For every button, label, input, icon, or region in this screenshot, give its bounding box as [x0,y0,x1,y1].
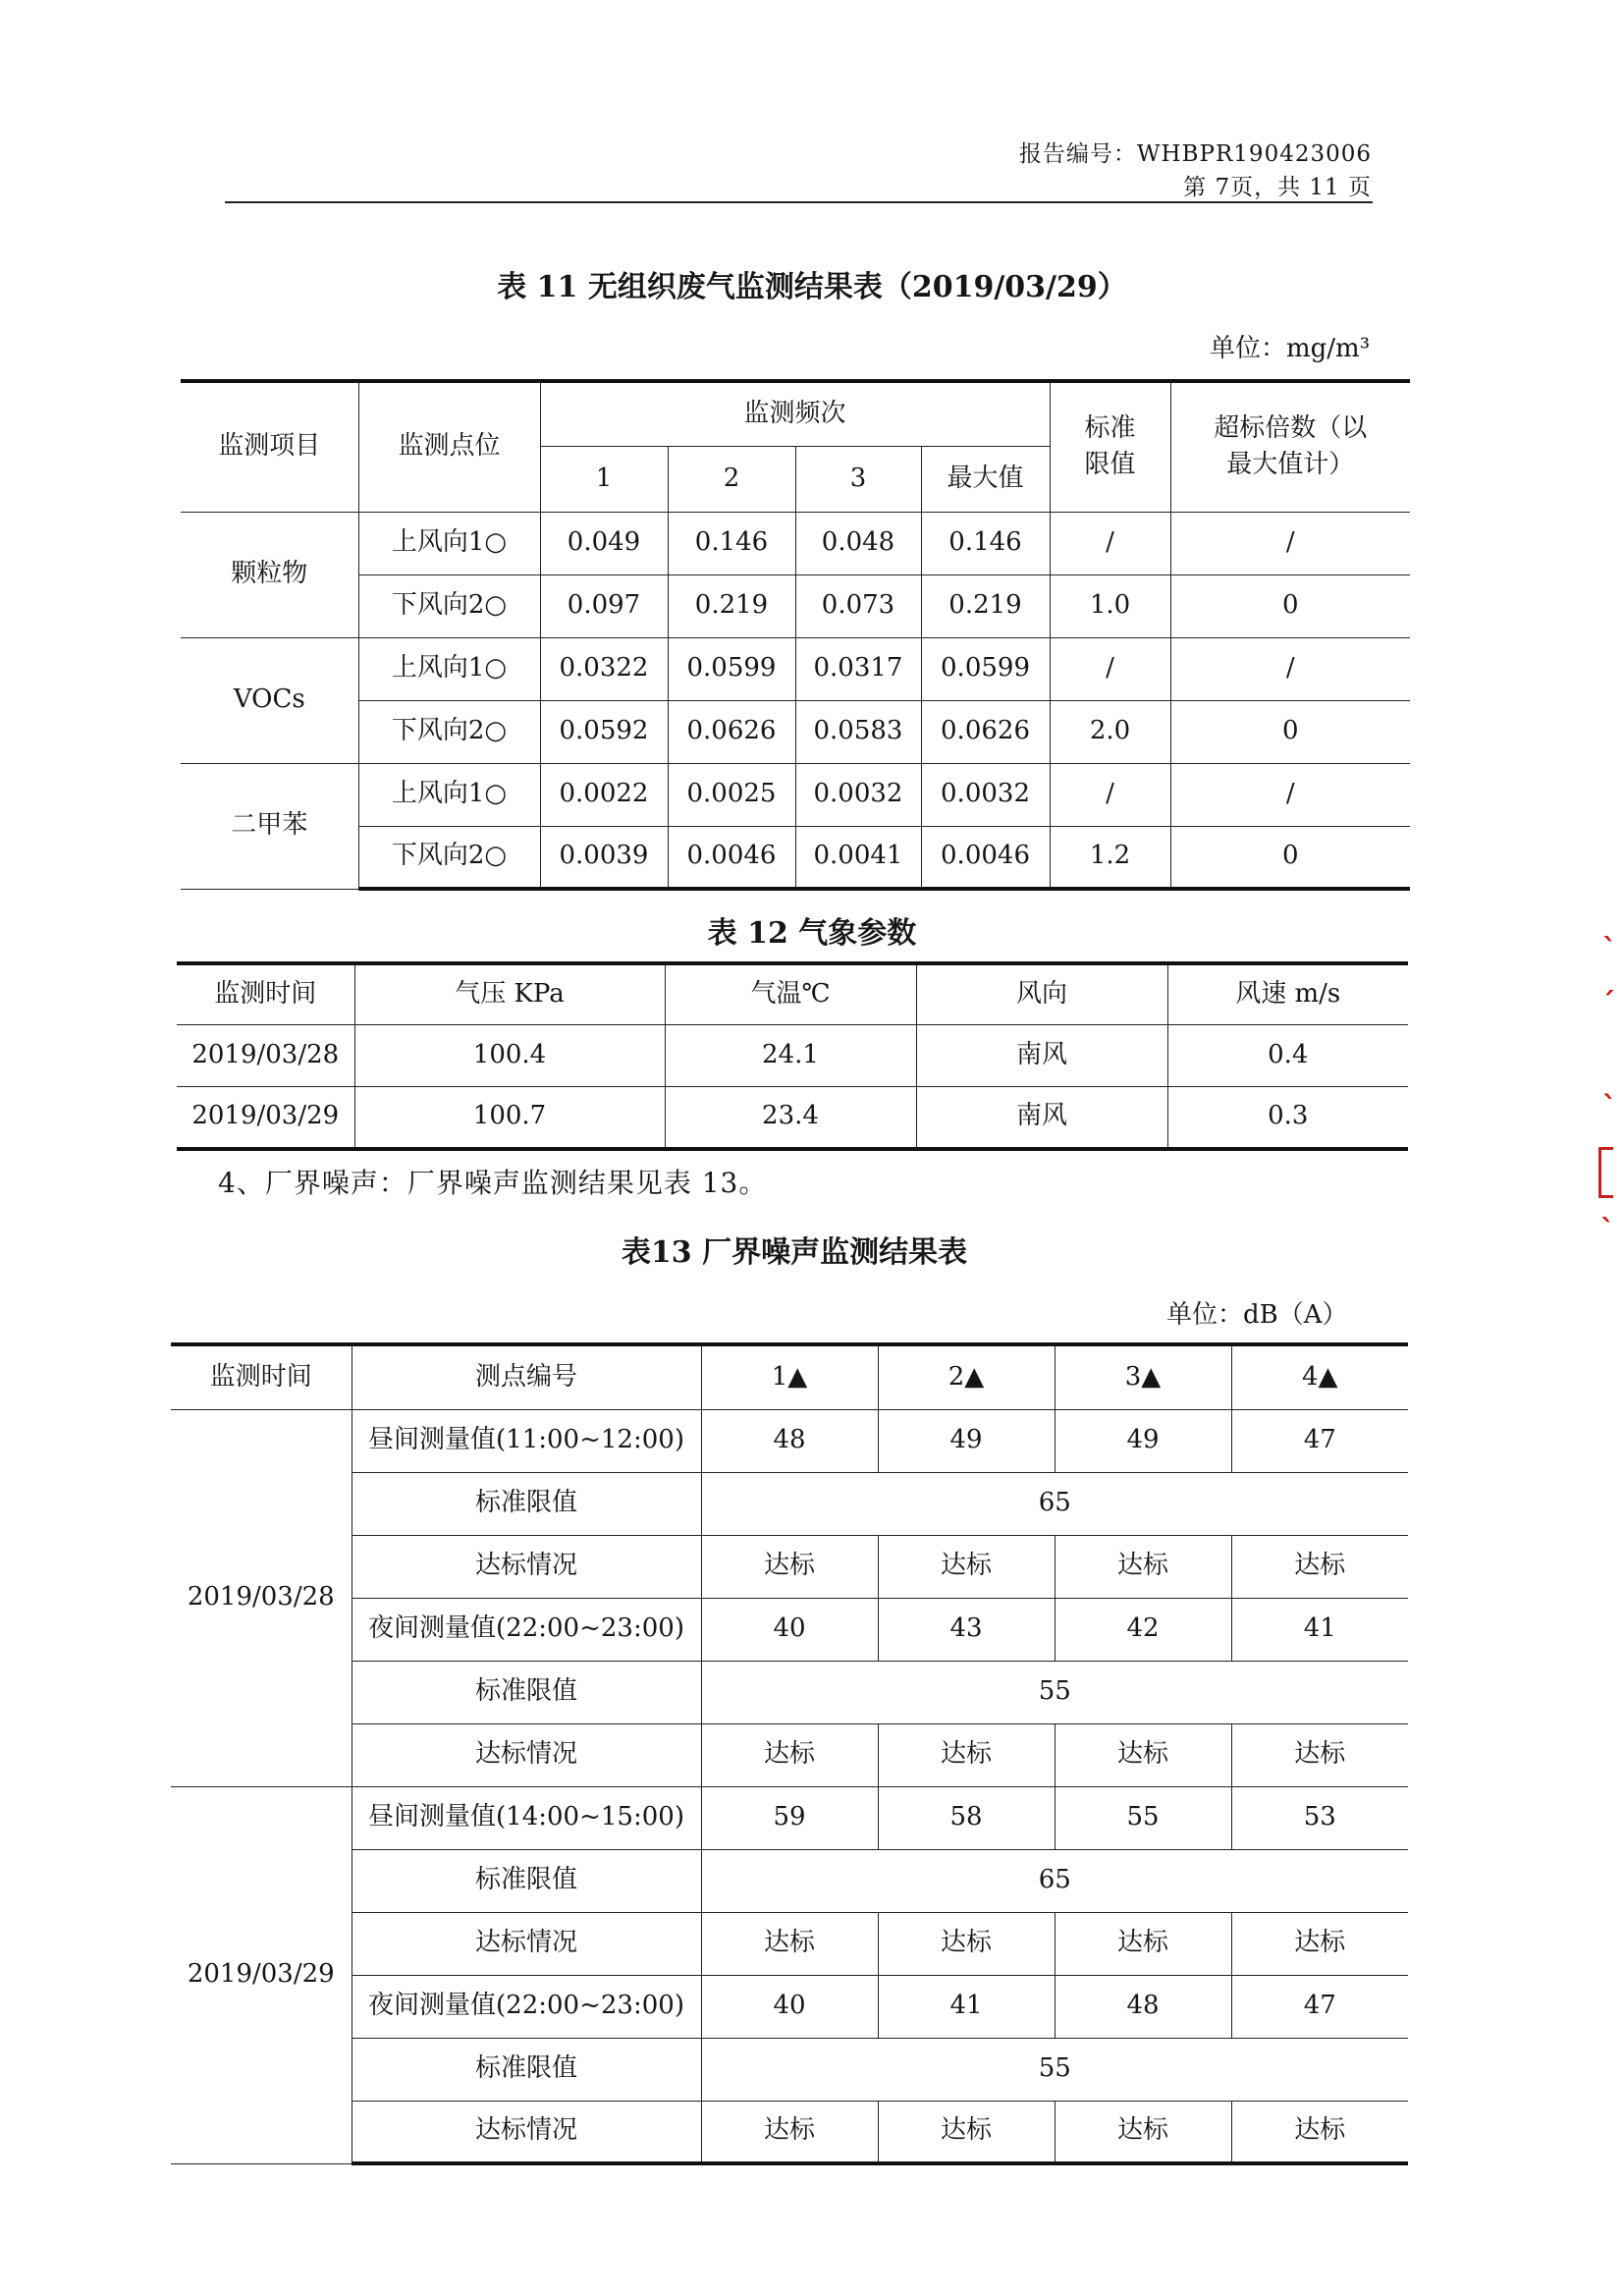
value-exceed: 0 [1170,826,1410,889]
night-limit-value: 55 [701,2038,1408,2101]
temp-cell: 24.1 [665,1024,916,1086]
value-2: 0.0025 [668,763,795,826]
day-value: 47 [1231,1409,1408,1472]
night-value: 48 [1055,1975,1231,2038]
value-max: 0.0032 [921,763,1050,826]
value-exceed: 0 [1170,574,1410,637]
monitoring-point: 下风向2○ [358,574,540,637]
pressure-cell: 100.7 [354,1086,665,1149]
night-measure-label: 夜间测量值(22:00~23:00) [352,1975,701,2038]
header-exceed: 超标倍数（以最大值计） [1170,381,1410,512]
header-max: 最大值 [921,446,1050,512]
seal-fragment: ˋ [1600,1214,1615,1248]
value-max: 0.0626 [921,700,1050,763]
night-value: 40 [701,1975,878,2038]
value-2: 0.219 [668,574,795,637]
night-value: 47 [1231,1975,1408,2038]
value-2: 0.0046 [668,826,795,889]
value-limit: 1.0 [1050,574,1170,637]
value-1: 0.097 [540,574,668,637]
value-max: 0.0046 [921,826,1050,889]
temp-cell: 23.4 [665,1086,916,1149]
header-point: 测点编号 [352,1344,701,1409]
day-value: 49 [878,1409,1055,1472]
wind-direction-cell: 南风 [916,1086,1167,1149]
value-1: 0.0022 [540,763,668,826]
monitoring-point: 下风向2○ [358,700,540,763]
value-3: 0.0041 [795,826,921,889]
value-limit: 1.2 [1050,826,1170,889]
header-rule [225,201,1373,203]
status-cell: 达标 [1055,1723,1231,1786]
table13-noise-results [171,1342,1408,2165]
table11-title: 表 11 无组织废气监测结果表（2019/03/29） [497,270,1127,304]
value-3: 0.0032 [795,763,921,826]
seal-fragment: ˊ [1600,987,1615,1021]
value-limit: / [1050,512,1170,574]
header-point: 监测点位 [358,381,540,512]
value-exceed: / [1170,637,1410,700]
status-cell: 达标 [878,1723,1055,1786]
pollutant-name: 颗粒物 [181,512,358,637]
header-freq-1: 1 [540,446,668,512]
header-wind-direction: 风向 [916,963,1167,1024]
status-cell: 达标 [1055,1535,1231,1598]
value-1: 0.049 [540,512,668,574]
wind-direction-cell: 南风 [916,1024,1167,1086]
value-exceed: 0 [1170,700,1410,763]
status-cell: 达标 [1231,2101,1408,2163]
report-number: 报告编号：WHBPR190423006 [1018,141,1372,167]
night-measure-label: 夜间测量值(22:00~23:00) [352,1598,701,1661]
limit-label: 标准限值 [352,1472,701,1535]
seal-fragment: ˋ [1602,933,1617,967]
day-value: 49 [1055,1409,1231,1472]
header-freq-3: 3 [795,446,921,512]
value-1: 0.0039 [540,826,668,889]
header-item: 监测项目 [181,381,358,512]
value-limit: / [1050,637,1170,700]
value-limit: 2.0 [1050,700,1170,763]
header-point-1: 1▲ [701,1344,878,1409]
monitoring-point: 上风向1○ [358,512,540,574]
value-3: 0.073 [795,574,921,637]
status-cell: 达标 [1055,2101,1231,2163]
time-cell: 2019/03/29 [177,1086,354,1149]
status-label: 达标情况 [352,1723,701,1786]
page-indicator: 第 7页，共 11 页 [1183,175,1372,200]
value-3: 0.0583 [795,700,921,763]
pollutant-name: 二甲苯 [181,763,358,889]
table13-title: 表13 厂界噪声监测结果表 [621,1235,968,1270]
time-cell: 2019/03/28 [177,1024,354,1086]
night-value: 43 [878,1598,1055,1661]
header-frequency: 监测频次 [540,381,1050,446]
value-exceed: / [1170,512,1410,574]
value-2: 0.0599 [668,637,795,700]
status-label: 达标情况 [352,1912,701,1975]
status-cell: 达标 [701,1912,878,1975]
header-temp: 气温℃ [665,963,916,1024]
monitoring-point: 上风向1○ [358,763,540,826]
header-point-3: 3▲ [1055,1344,1231,1409]
status-cell: 达标 [1055,1912,1231,1975]
status-cell: 达标 [701,1723,878,1786]
header-point-4: 4▲ [1231,1344,1408,1409]
table12-title: 表 12 气象参数 [707,916,917,951]
value-1: 0.0322 [540,637,668,700]
wind-speed-cell: 0.4 [1167,1024,1408,1086]
status-label: 达标情况 [352,1535,701,1598]
status-cell: 达标 [1231,1535,1408,1598]
day-limit-value: 65 [701,1849,1408,1912]
monitoring-point: 下风向2○ [358,826,540,889]
night-value: 41 [878,1975,1055,2038]
table13-unit: 单位：dB（A） [1166,1300,1348,1330]
value-1: 0.0592 [540,700,668,763]
pressure-cell: 100.4 [354,1024,665,1086]
seal-fragment: ˎ [1602,1066,1617,1100]
header-wind-speed: 风速 m/s [1167,963,1408,1024]
value-max: 0.219 [921,574,1050,637]
header-freq-2: 2 [668,446,795,512]
limit-label: 标准限值 [352,1661,701,1723]
day-measure-label: 昼间测量值(14:00~15:00) [352,1786,701,1849]
status-cell: 达标 [701,1535,878,1598]
pollutant-name: VOCs [181,637,358,763]
day-limit-value: 65 [701,1472,1408,1535]
night-value: 40 [701,1598,878,1661]
header-pressure: 气压 KPa [354,963,665,1024]
table11-exhaust-results [181,379,1410,891]
night-value: 41 [1231,1598,1408,1661]
day-value: 58 [878,1786,1055,1849]
day-value: 59 [701,1786,878,1849]
day-measure-label: 昼间测量值(11:00~12:00) [352,1409,701,1472]
value-2: 0.0626 [668,700,795,763]
status-cell: 达标 [878,1535,1055,1598]
value-max: 0.146 [921,512,1050,574]
table12-weather-params [177,961,1408,1151]
header-point-2: 2▲ [878,1344,1055,1409]
header-time: 监测时间 [171,1344,352,1409]
night-value: 42 [1055,1598,1231,1661]
header-time: 监测时间 [177,963,354,1024]
limit-label: 标准限值 [352,2038,701,2101]
value-2: 0.146 [668,512,795,574]
value-3: 0.0317 [795,637,921,700]
value-3: 0.048 [795,512,921,574]
monitoring-point: 上风向1○ [358,637,540,700]
header-limit: 标准限值 [1050,381,1170,512]
value-limit: / [1050,763,1170,826]
value-max: 0.0599 [921,637,1050,700]
limit-label: 标准限值 [352,1849,701,1912]
table11-unit: 单位：mg/m³ [1210,334,1371,363]
day-value: 53 [1231,1786,1408,1849]
date-cell: 2019/03/28 [171,1409,352,1786]
night-limit-value: 55 [701,1661,1408,1723]
status-cell: 达标 [701,2101,878,2163]
value-exceed: / [1170,763,1410,826]
status-cell: 达标 [1231,1912,1408,1975]
section4-text: 4、厂界噪声：厂界噪声监测结果见表 13。 [218,1167,768,1199]
status-label: 达标情况 [352,2101,701,2163]
status-cell: 达标 [878,2101,1055,2163]
seal-fragment [1598,1147,1613,1198]
day-value: 55 [1055,1786,1231,1849]
wind-speed-cell: 0.3 [1167,1086,1408,1149]
status-cell: 达标 [1231,1723,1408,1786]
date-cell: 2019/03/29 [171,1786,352,2163]
day-value: 48 [701,1409,878,1472]
status-cell: 达标 [878,1912,1055,1975]
